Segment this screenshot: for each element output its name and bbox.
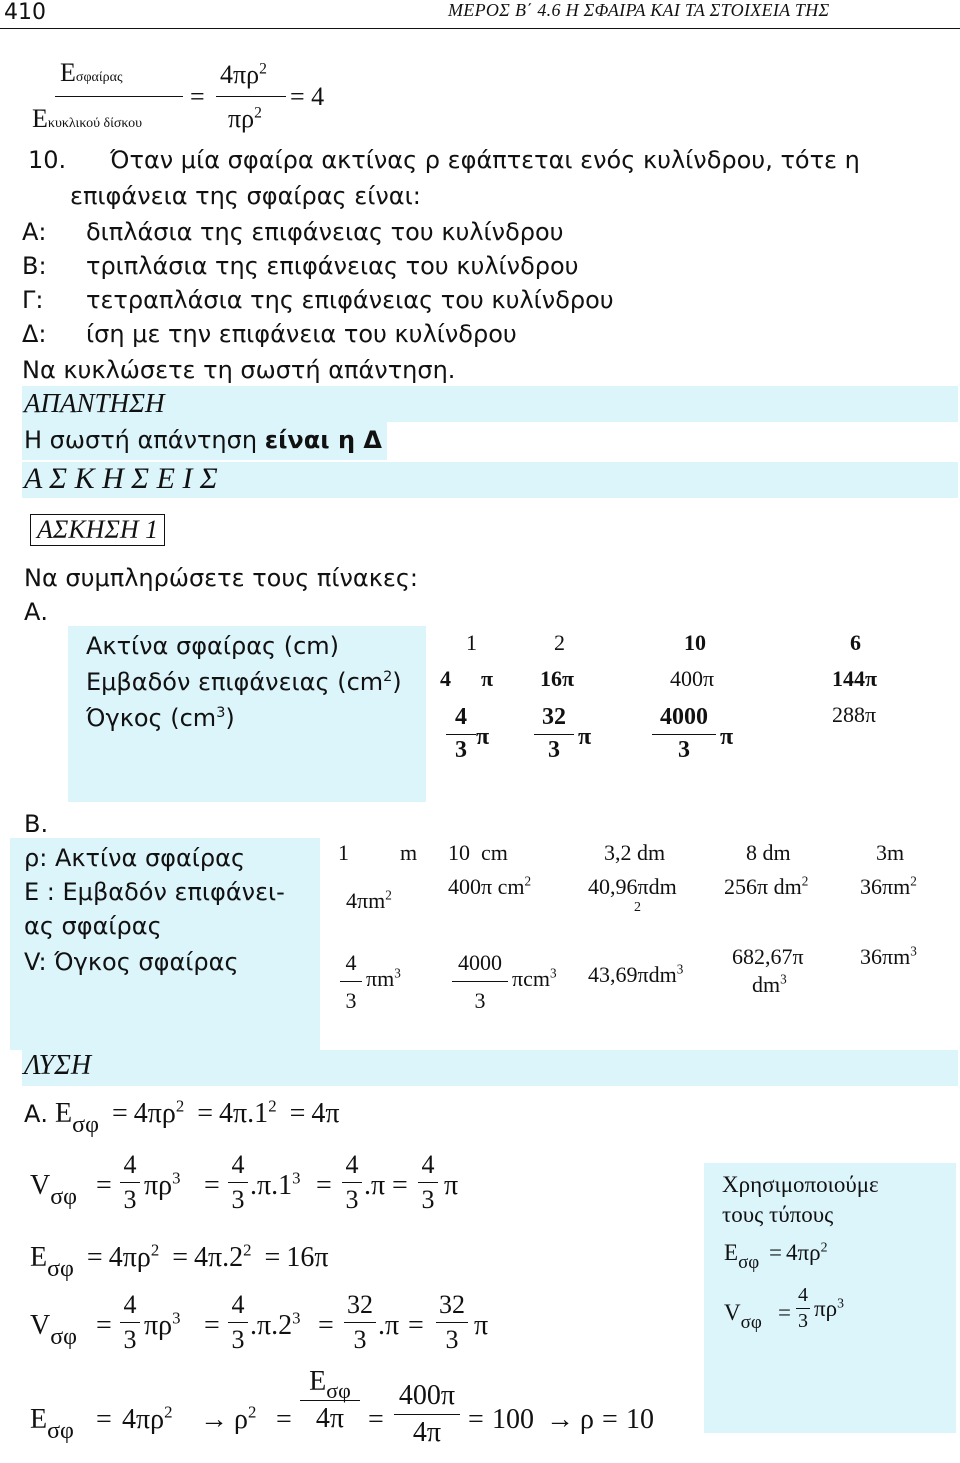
tableA-row-volume: Όγκος $(cm^3)$ [86,704,235,732]
tableB-area-2: 400π $cm^2$ [448,873,532,899]
page-number: 410 [4,0,46,25]
solution-line-1: Α. $E_{\sigma\varphi} = 4\pi\rho^2 = 4\pi.1^2 = 4\pi$ [24,1096,340,1138]
tableB-area-5: $36\pi m^2$ [860,873,917,899]
sidebox-line-2: τους τύπους [722,1202,834,1227]
tableA-area-3: 400π [670,666,715,691]
tableB-row-area-1: Ε : Εμβαδόν επιφάνει- [24,878,285,906]
running-title: ΜΕΡΟΣ Β΄ 4.6 Η ΣΦΑΙΡΑ ΚΑΙ ΤΑ ΣΤΟΙΧΕΙΑ ΤΗΣ [448,0,830,20]
tableA-radius-3: 10 [684,630,706,655]
option-c-key: Γ: [22,286,44,314]
tableA-radius-2: 2 [554,630,565,655]
solution-band [22,1050,958,1086]
tableB-area-1: $4\pi m^2$ [346,887,392,913]
tableB-row-radius: ρ: Ακτίνα σφαίρας [24,844,246,872]
q10-line2: επιφάνεια της σφαίρας είναι: [70,182,421,210]
tableA-radius-1: 1 [466,630,477,655]
option-c-text: τετραπλάσια της επιφάνειας του κυλίνδρου [86,286,614,314]
tableB-row-area-2: ας σφαίρας [24,912,162,940]
option-b-text: τριπλάσια της επιφάνειας του κυλίνδρου [86,252,579,280]
solution-line-3: $E_{\sigma\varphi} = 4\pi\rho^2 = 4\pi.2^2 = 16\pi$ [30,1240,329,1282]
tableB-label: Β. [24,810,49,838]
sidebox-formula-area: $E_{\sigma\varphi} = 4\pi\rho^2$ [724,1239,828,1273]
option-b-key: Β: [22,252,47,280]
tableB-volume-5: $36\pi m^3$ [860,943,917,969]
tableB-radius-4: 8 dm [746,840,791,865]
q10-number: 10. [28,146,67,174]
tableA-area-4: 144π [832,666,878,691]
option-d-key: Δ: [22,320,47,348]
tableB-radius-5: 3m [876,840,905,865]
header-rule [0,28,960,29]
tableA-row-area: Εμβαδόν επιφάνειας $(cm^2)$ [86,668,402,696]
exercises-heading: Α Σ Κ Η Σ Ε Ι Σ [24,462,218,495]
exercise-instruction: Να συμπληρώσετε τους πίνακες: [24,564,419,592]
tableB-row-volume: V: Όγκος σφαίρας [24,948,239,976]
option-a-key: Α: [22,218,47,246]
option-d-text: ίση με την επιφάνεια του κυλίνδρου [86,320,517,348]
answer-heading: ΑΠΑΝΤΗΣΗ [24,388,165,418]
tableB-radius-3: 3,2 dm [604,840,666,865]
answer-text: Η σωστή απάντηση είναι η Δ [24,426,382,454]
tableA-radius-4: 6 [850,630,861,655]
q10-instruction: Να κυκλώσετε τη σωστή απάντηση. [22,356,456,384]
tableB-volume-3: 43,69πdm$^3$ [588,961,684,987]
tableB-area-4: 256π $dm^2$ [724,873,809,899]
solution-heading: ΛΥΣΗ [24,1050,92,1081]
tableA-area-1: 4 π [440,666,494,691]
tableA-row-radius: Ακτίνα σφαίρας (cm) [86,632,340,660]
sidebox-line-1: Χρησιμοποιούμε [722,1172,879,1197]
tableA-area-2: 16π [540,666,575,691]
tableA-label: Α. [24,598,49,626]
tableB-radius-2: 10 cm [448,840,508,865]
exercise-1-box: ΑΣΚΗΣΗ 1 [30,514,165,546]
q10-line1: Όταν μία σφαίρα ακτίνας ρ εφάπτεται ενός κυλίνδρου, τότε η [110,146,860,174]
tableA-volume-4: 288π [832,702,877,727]
option-a-text: διπλάσια της επιφάνειας του κυλίνδρου [86,218,564,246]
